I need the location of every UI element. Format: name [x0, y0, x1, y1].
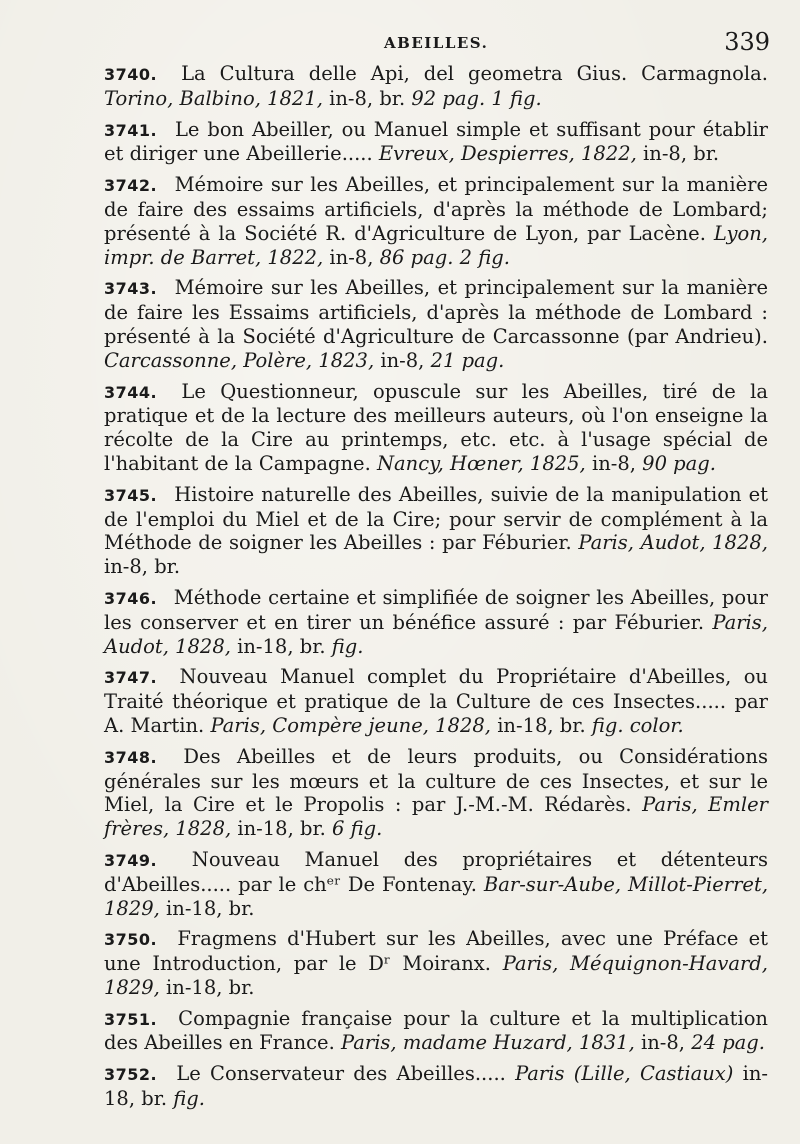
entry-imprint: Evreux, Despierres, 1822, — [378, 142, 637, 166]
entry-number: 3751. — [104, 1009, 158, 1029]
entry-number: 3747. — [104, 668, 158, 688]
entry-format: in-8, br. — [104, 555, 181, 579]
bibliography-entry — [104, 665, 768, 737]
bibliography-entry — [104, 276, 768, 372]
entry-collation: fig. — [173, 1087, 205, 1111]
page-header — [0, 26, 800, 56]
entry-format: in-8, br. — [643, 142, 720, 166]
entry-number: 3748. — [104, 747, 158, 767]
entry-collation: fig. — [331, 634, 364, 658]
entry-collation: 86 pag. 2 fig. — [379, 245, 510, 269]
entry-imprint: Paris, madame Huzard, 1831, — [341, 1031, 635, 1055]
bibliography-entry — [104, 745, 768, 841]
entry-number: 3749. — [104, 850, 158, 870]
entry-title: La Cultura delle Api, del geometra Gius. Carmagnola. — [181, 62, 768, 85]
entry-imprint: Paris, Audot, 1828, — [104, 610, 768, 658]
entry-collation: 24 pag. — [691, 1031, 765, 1055]
entry-number: 3746. — [104, 588, 158, 608]
bibliography-entry — [104, 848, 768, 920]
bibliography-entry — [104, 173, 768, 269]
entry-collation: fig. color. — [591, 713, 684, 737]
running-title: ABEILLES. — [384, 34, 489, 52]
entry-collation: 90 pag. — [642, 451, 716, 475]
entry-collation: 92 pag. 1 fig. — [411, 86, 542, 110]
entry-imprint: Carcassonne, Polère, 1823, — [104, 348, 375, 372]
bibliography-entry — [104, 586, 768, 658]
entry-imprint: Paris (Lille, Castiaux) — [515, 1062, 734, 1086]
entry-format: in-8, br. — [329, 86, 406, 110]
bibliography-entry — [104, 62, 768, 111]
entry-title: Le Conservateur des Abeilles..... — [176, 1062, 506, 1086]
entry-format: in-18, br. — [497, 713, 586, 737]
entry-imprint: Paris, Méquignon-Havard, 1829, — [104, 952, 768, 999]
entry-title: Le Questionneur, opuscule sur les Abeilles, tiré de la pratique et de la lecture des meilleurs auteurs, où l'on enseigne la récolte de la Cire au printemps, etc. etc. à l'usage spécial de l'habitant de la Campagne. — [104, 379, 768, 475]
entry-format: in-8, — [591, 451, 636, 475]
bibliography-entry — [104, 483, 768, 579]
entry-title: Méthode certaine et simplifiée de soigner les Abeilles, pour les conserver et en tirer un bénéfice assuré : par Féburier. — [104, 585, 768, 634]
entry-collation: 21 pag. — [430, 348, 505, 372]
entry-imprint: Bar-sur-Aube, Millot-Pierret, 1829, — [104, 872, 769, 920]
entry-number: 3742. — [104, 176, 158, 196]
entry-format: in-18, br. — [104, 1062, 768, 1111]
entry-collation: 6 fig. — [332, 817, 383, 841]
entry-title: Des Abeilles et de leurs produits, ou Considérations générales sur les mœurs et la culture de ces Insectes, et sur le Miel, la Cire et le Propolis : par J.-M.-M. Rédarès. — [104, 744, 768, 817]
entry-imprint: Paris, Emler frères, 1828, — [104, 793, 769, 841]
entry-number: 3750. — [104, 930, 158, 950]
entry-title: Histoire naturelle des Abeilles, suivie de la manipulation et de l'emploi du Miel et de la Cire; pour servir de complément à la Méthode de soigner les Abeilles : par Féburier. — [104, 482, 768, 555]
entry-number: 3744. — [104, 382, 158, 402]
entry-number: 3741. — [104, 120, 158, 140]
page-number: 339 — [724, 28, 770, 56]
entry-format: in-18, br. — [237, 634, 326, 658]
entry-imprint: Torino, Balbino, 1821, — [104, 86, 323, 110]
bibliography-entry — [104, 1062, 768, 1111]
bibliography-entry — [104, 380, 768, 476]
entry-number: 3745. — [104, 485, 158, 505]
entry-imprint: Nancy, Hœner, 1825, — [376, 451, 586, 475]
entry-number: 3743. — [104, 279, 158, 299]
entry-number: 3752. — [104, 1065, 158, 1085]
entry-format: in-8, — [640, 1031, 685, 1055]
bibliography-entry — [104, 1007, 768, 1056]
entry-title: Compagnie française pour la culture et la multiplication des Abeilles en France. — [104, 1006, 768, 1055]
entry-format: in-8, — [329, 245, 374, 269]
entry-title: Mémoire sur les Abeilles, et principalement sur la manière de faire les Essaims artificiels, d'après la méthode de Lombard : présenté à la Société d'Agriculture de Carcassonne (par Andrieu). — [104, 276, 768, 348]
entry-format: in-18, br. — [166, 896, 255, 920]
entry-title: Fragmens d'Hubert sur les Abeilles, avec une Préface et une Introduction, par le Dʳ Moiranx. — [104, 927, 768, 976]
entry-imprint: Paris, Audot, 1828, — [578, 531, 768, 555]
entry-title: Le bon Abeiller, ou Manuel simple et suffisant pour établir et diriger une Abeillerie..... — [104, 117, 769, 166]
entry-format: in-8, — [380, 348, 425, 372]
entry-format: in-18, br. — [166, 975, 255, 999]
entry-title: Nouveau Manuel des propriétaires et détenteurs d'Abeilles..... par le chᵉʳ De Fontenay. — [104, 847, 768, 896]
entry-imprint: Lyon, impr. de Barret, 1822, — [104, 221, 768, 269]
entry-title: Mémoire sur les Abeilles, et principalement sur la manière de faire des essaims artificiels, d'après la méthode de Lombard; présenté à la Société R. d'Agriculture de Lyon, par Lacène. — [104, 173, 768, 245]
entry-imprint: Paris, Compère jeune, 1828, — [210, 713, 491, 737]
bibliography-list — [104, 62, 768, 1118]
bibliography-entry — [104, 118, 768, 167]
entry-title: Nouveau Manuel complet du Propriétaire d'Abeilles, ou Traité théorique et pratique de la Culture de ces Insectes..... par A. Martin. — [104, 665, 768, 737]
bibliography-entry — [104, 927, 768, 999]
entry-format: in-18, br. — [237, 817, 326, 841]
entry-number: 3740. — [104, 65, 158, 84]
